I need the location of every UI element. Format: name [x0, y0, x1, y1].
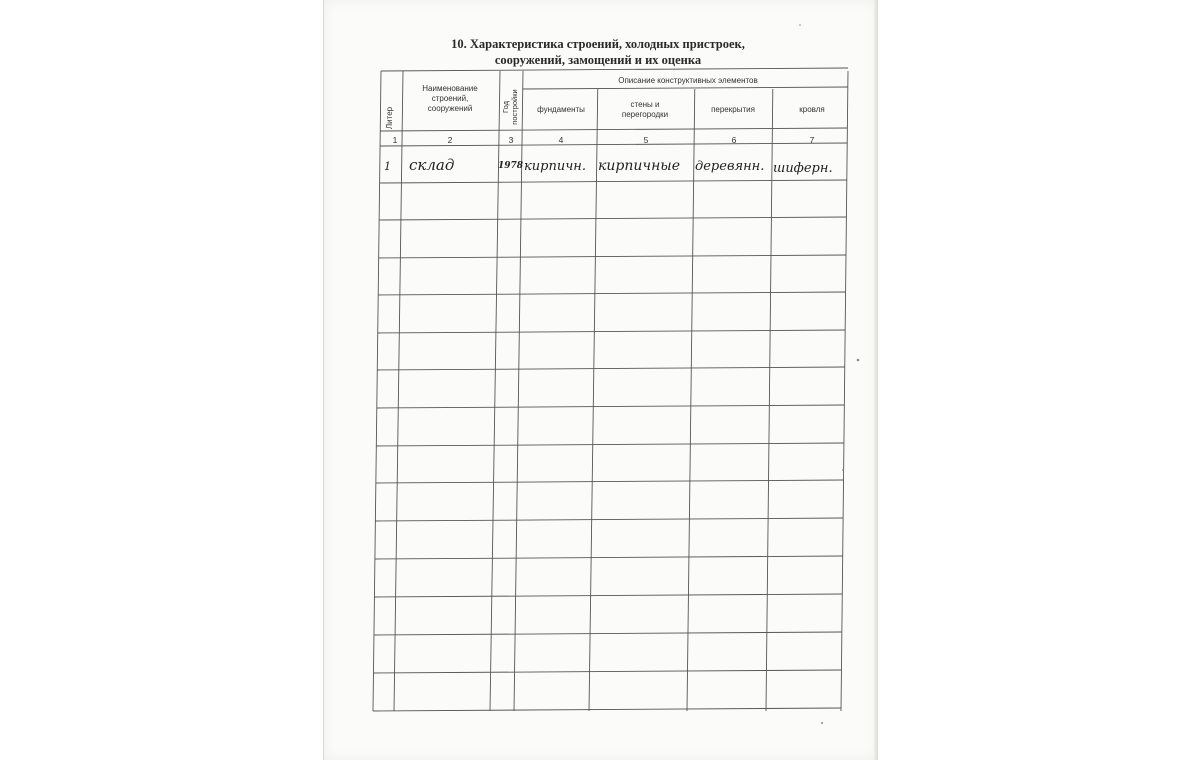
row-line-1: [381, 68, 848, 71]
header-floors: перекрытия: [711, 105, 755, 114]
column-number-1: 1: [392, 135, 398, 145]
column-number-7: 7: [809, 135, 815, 145]
row-line-7: [378, 292, 845, 295]
row-line-9: [377, 367, 844, 370]
row-line-16: [374, 632, 842, 635]
row-1-name: склад: [409, 156, 455, 174]
header-year-line2: постройки: [510, 89, 519, 125]
row-line-13: [375, 518, 843, 521]
column-number-5: 5: [643, 135, 649, 145]
column-number-6: 6: [731, 135, 737, 145]
row-1-roof: шиферн.: [773, 161, 833, 176]
row-1-floors: деревянн.: [695, 159, 765, 174]
header-name-line3: сооружений: [427, 104, 473, 113]
header-name-line2: строений,: [431, 94, 469, 103]
header-year-line1: Год: [501, 101, 510, 113]
column-line-8: [841, 71, 848, 711]
row-line-12: [376, 480, 844, 483]
title-line-1: 10. Характеристика строений, холодных пристроек,: [451, 37, 745, 51]
row-1-year: 1978: [498, 161, 524, 171]
column-line-1: [373, 71, 381, 711]
row-line-14: [375, 556, 843, 559]
header-walls-line2: перегородки: [621, 110, 669, 119]
column-line-6: [687, 89, 695, 711]
scan-speck: [857, 359, 860, 362]
row-line-10: [377, 405, 845, 408]
row-line-11: [376, 443, 844, 446]
column-number-3: 3: [508, 135, 514, 145]
row-line-8: [378, 330, 845, 333]
row-line-5: [379, 217, 846, 220]
column-line-2: [394, 71, 403, 711]
scan-speck: [799, 24, 801, 26]
column-line-7: [766, 89, 773, 711]
row-1-foundations: кирпичн.: [524, 159, 586, 174]
scan-speck: [821, 722, 823, 724]
column-number-2: 2: [447, 135, 453, 145]
row-1-walls: кирпичные: [598, 158, 680, 174]
header-name-line1: Наименование: [422, 84, 478, 93]
row-line-2: [380, 128, 847, 131]
row-line-17: [373, 670, 841, 673]
group-header-line: [523, 87, 848, 89]
column-number-4: 4: [558, 135, 564, 145]
header-walls-line1: стены и: [630, 100, 660, 109]
header-elements-group: Описание конструктивных элементов: [618, 76, 758, 85]
scan-speck: [842, 469, 844, 471]
row-line-6: [379, 255, 846, 258]
row-line-18: [373, 708, 841, 711]
title-line-2: сооружений, замощений и их оценка: [494, 53, 702, 67]
header-litera: Литер: [385, 106, 394, 130]
row-line-4: [380, 180, 847, 183]
header-roof: кровля: [799, 105, 825, 114]
column-line-5: [589, 89, 598, 711]
row-1-litera: 1: [384, 160, 391, 173]
header-foundations: фундаменты: [537, 105, 585, 114]
row-line-15: [374, 594, 842, 597]
